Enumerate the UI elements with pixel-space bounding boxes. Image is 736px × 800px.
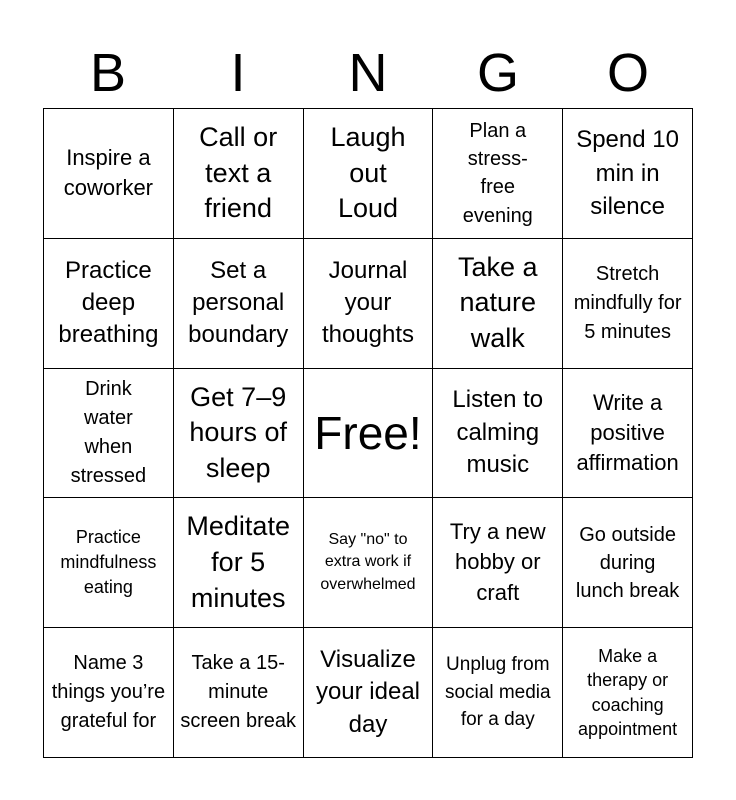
- cell-text: Journal your thoughts: [321, 256, 415, 349]
- bingo-cell[interactable]: [44, 109, 174, 239]
- cell-text: Take a nature walk: [458, 251, 538, 353]
- bingo-board: [43, 108, 693, 758]
- cell-text: Name 3 things you’re grateful for: [51, 652, 166, 733]
- cell-text: Write a positive affirmation: [576, 390, 679, 475]
- header-letter-n: N: [348, 43, 388, 103]
- bingo-cell[interactable]: [174, 369, 304, 499]
- cell-text: Get 7–9 hours of sleep: [189, 381, 287, 483]
- bingo-cell[interactable]: [304, 239, 434, 369]
- cell-text: Practice deep breathing: [58, 256, 159, 349]
- cell-text: Practice mindfulness eating: [60, 527, 157, 598]
- cell-text: Set a personal boundary: [188, 256, 289, 349]
- cell-text: Take a 15-minute screen break: [180, 652, 296, 733]
- bingo-cell[interactable]: [433, 628, 563, 758]
- bingo-cell[interactable]: [174, 628, 304, 758]
- header-letter-o: O: [606, 43, 649, 103]
- cell-text: Say "no" to extra work if overwhelmed: [320, 530, 416, 594]
- cell-text: Unplug from social media for a day: [444, 654, 551, 731]
- cell-text: Spend 10 min in silence: [576, 126, 679, 221]
- bingo-cell[interactable]: [433, 109, 563, 239]
- bingo-cell[interactable]: [304, 498, 434, 628]
- cell-text: Meditate for 5 minutes: [186, 511, 290, 613]
- bingo-cell[interactable]: [563, 109, 693, 239]
- bingo-cell[interactable]: [44, 239, 174, 369]
- bingo-cell[interactable]: [304, 369, 434, 499]
- free-space: Free!: [314, 406, 422, 459]
- bingo-header: [43, 38, 693, 108]
- header-letter-g: G: [476, 43, 519, 103]
- header-letter-b: B: [89, 43, 127, 103]
- cell-text: Go outside during lunch break: [575, 523, 680, 602]
- bingo-cell[interactable]: [304, 628, 434, 758]
- bingo-cell[interactable]: [563, 628, 693, 758]
- cell-text: Laugh out Loud: [330, 121, 406, 224]
- cell-text: Try a new hobby or craft: [449, 518, 546, 606]
- bingo-cell[interactable]: [563, 498, 693, 628]
- cell-text: Stretch mindfully for 5 minutes: [573, 262, 682, 343]
- bingo-cell[interactable]: [174, 498, 304, 628]
- bingo-cell[interactable]: [563, 369, 693, 499]
- header-letter-i: I: [230, 43, 246, 103]
- bingo-cell[interactable]: [44, 498, 174, 628]
- bingo-cell[interactable]: [433, 369, 563, 499]
- cell-text: Listen to calming music: [452, 386, 544, 479]
- cell-text: Make a therapy or coaching appointment: [578, 646, 678, 739]
- bingo-cell[interactable]: [44, 369, 174, 499]
- bingo-cell[interactable]: [174, 239, 304, 369]
- bingo-cell[interactable]: [433, 498, 563, 628]
- bingo-cell[interactable]: [563, 239, 693, 369]
- bingo-cell[interactable]: [304, 109, 434, 239]
- cell-text: Plan a stress-free evening: [462, 119, 533, 227]
- cell-text: Call or text a friend: [199, 121, 278, 224]
- cell-text: Drink water when stressed: [70, 377, 147, 487]
- bingo-cell[interactable]: [44, 628, 174, 758]
- cell-text: Visualize your ideal day: [315, 646, 421, 738]
- cell-text: Inspire a coworker: [63, 145, 154, 201]
- bingo-cell[interactable]: [433, 239, 563, 369]
- bingo-cell[interactable]: [174, 109, 304, 239]
